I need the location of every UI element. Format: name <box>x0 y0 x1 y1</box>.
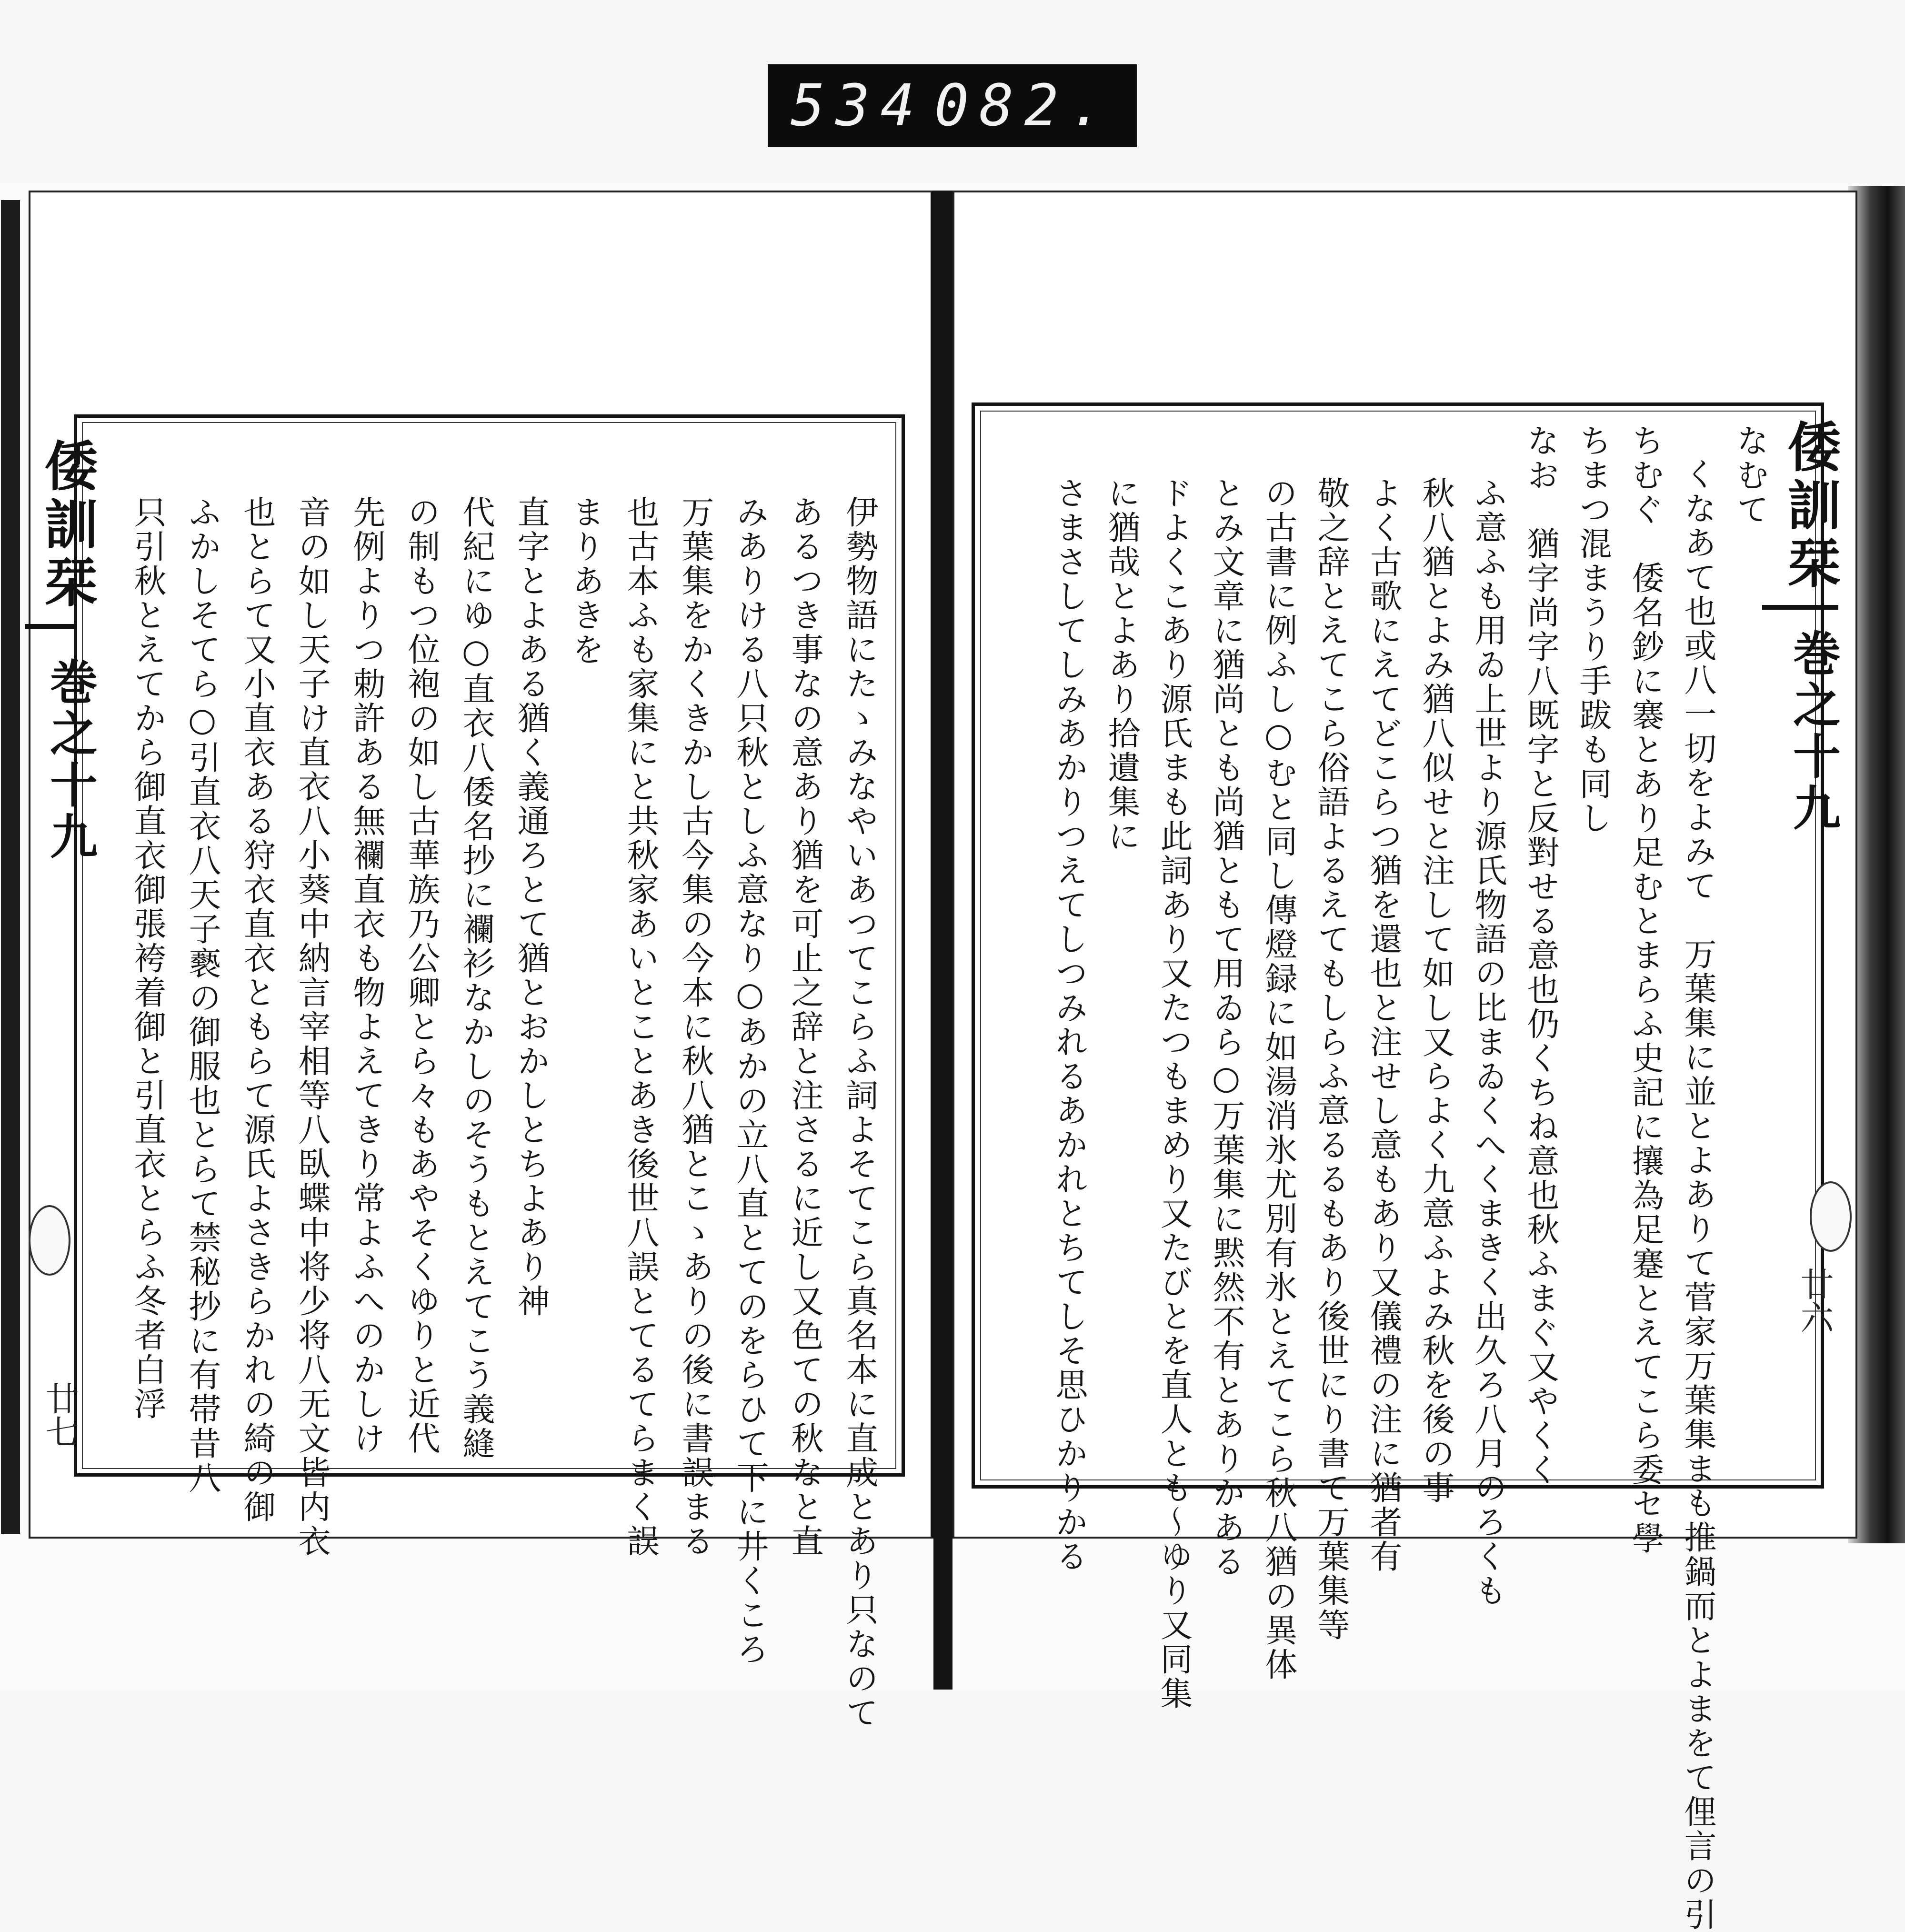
right-page-notch <box>1810 1181 1852 1252</box>
left-column-8: 代紀にゆ○直衣八倭名抄に襴衫なかしのそうもとえてこう義縫 <box>457 495 495 1461</box>
right-column-7: 秋八猶とよみ猶八似せと注して如し又らよく九意ふよみ秋を後の事 <box>1417 476 1454 1505</box>
left-column-1: 伊勢物語にたゝみなやいあつてこらふ詞よそてこら真名本に直成とあり只なのて <box>841 495 878 1730</box>
right-column-12: ドよくこあり源氏まも此詞あり又たつもまめり又たびとを直人とも～ゆり又同集 <box>1155 476 1193 1711</box>
right-column-2: くなあて也或八一切をよみて 万葉集に並とよありて菅家万葉集まも推鍋而とよまをて俚言の引 <box>1679 457 1716 1932</box>
left-column-3: みありける八只秋としふ意なり○あかの立八直とてのをらひて下に井くころ <box>731 495 769 1667</box>
right-folio: 廿六 <box>1795 1267 1834 1334</box>
left-column-5: 也古本ふも家集にと共秋家あいとことあき後世八誤とてるてらまく誤 <box>622 495 659 1559</box>
left-page-edge <box>1 200 20 1534</box>
scan-id-label <box>768 64 1137 147</box>
right-column-10: の古書に例ふし○むと同し傳燈録に如湯消氷尤別有氷とえてこら秋八猶の異体 <box>1260 476 1297 1682</box>
right-column-14: さまさしてしみあかりつえてしつみれるあかれとちてしそ思ひかりかる <box>1050 476 1088 1574</box>
left-column-10: 先例よりつ勅許ある無襴直衣も物よえてきり常よふへのかしけ <box>348 495 385 1456</box>
right-column-6: ふ意ふも用ゐ上世より源氏物語の比まゐくへくまきく出久ろ八月のろくも <box>1469 476 1507 1608</box>
right-column-5: なお 猶字尚字八既字と反對せる意也仍くちね意也秋ふまぐ又やくく <box>1522 424 1559 1487</box>
left-margin-title: 倭訓栞 <box>36 438 98 613</box>
left-margin-volume: 巻之十九 <box>42 657 98 863</box>
right-column-8: よく古歌にえてどこらつ猶を還也と注せし意もあり又儀禮の注に猶者有 <box>1364 476 1402 1574</box>
left-margin-divider <box>25 624 77 629</box>
left-folio: 廿七 <box>40 1381 79 1448</box>
right-column-4: ちまつ混まうり手跋も同し <box>1574 424 1612 835</box>
right-margin-divider <box>1762 605 1838 610</box>
scan-left-number: 534 <box>791 72 925 139</box>
right-column-1: なむて <box>1731 424 1769 527</box>
left-column-2: あるつき事なの意あり猶を可止之辞と注さるに近し又色ての秋なと直 <box>786 495 823 1559</box>
left-column-7: 直字とよある猶く義通ろとて猶とおかしとちよあり神 <box>512 495 550 1318</box>
left-column-9: の制もつ位袍の如し古華族乃公卿とら々もあやそくゆりと近代 <box>402 495 440 1456</box>
right-margin-title: 倭訓栞 <box>1779 419 1841 594</box>
right-column-3: ちむぐ 倭名鈔に褰とあり足むとまらふ史記に攘為足蹇とえてこら委セ學 <box>1626 424 1664 1556</box>
left-column-12: 也とらて又小直衣ある狩衣直衣ともらて源氏よさきらかれの綺の御 <box>238 495 276 1524</box>
left-column-13: ふかしそてら○引直衣八天子褻の御服也とらて禁秘抄に有帯昔八 <box>183 495 221 1495</box>
left-column-14: 只引秋とえてから御直衣御張袴着御と引直衣とらふ冬者白浮 <box>129 495 166 1421</box>
right-column-11: とみ文章に猶尚とも尚猶ともて用ゐら○万葉集に黙然不有とありかある <box>1207 476 1245 1579</box>
right-margin-volume: 巻之十九 <box>1785 629 1841 835</box>
right-column-9: 敬之辞とえてこら俗語よるえてもしらふ意るるもあり後世にり書て万葉集等 <box>1312 476 1350 1642</box>
left-page-notch <box>29 1205 70 1276</box>
left-column-6: まりあきを <box>567 495 604 667</box>
left-column-11: 音の如し天子け直衣八小葵中納言宰相等八臥蝶中将少将八无文皆内衣 <box>293 495 331 1559</box>
right-column-13: に猶哉とよあり拾遺集に <box>1103 476 1140 854</box>
scan-right-number: 082. <box>934 72 1114 139</box>
book-gutter <box>933 191 952 1690</box>
left-column-4: 万葉集をかくきかし古今集の今本に秋八猶とこゝありの後に書誤まる <box>676 495 714 1559</box>
